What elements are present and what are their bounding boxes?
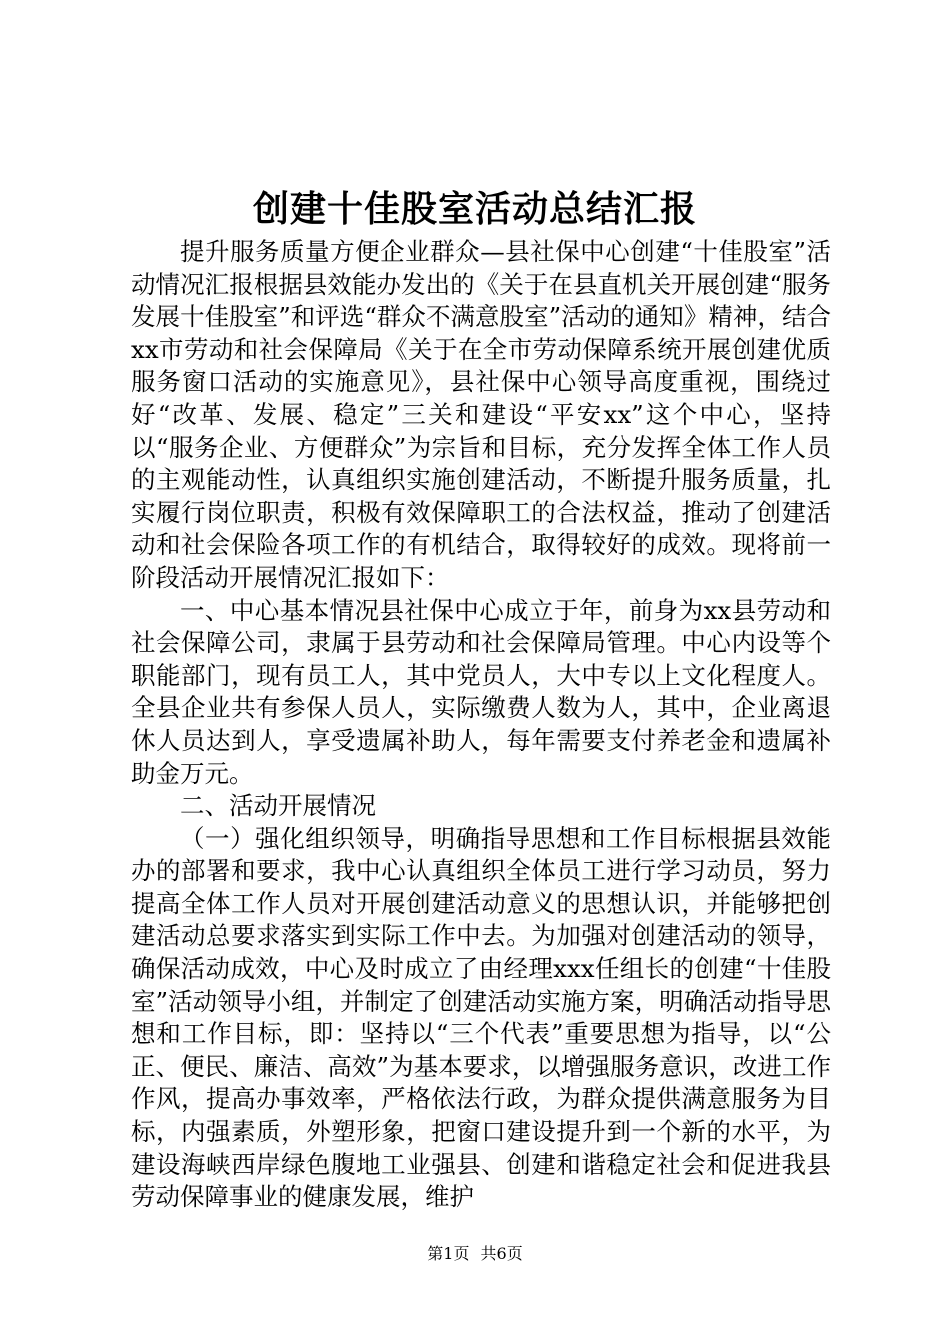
document-body bbox=[131, 236, 831, 1214]
paragraph-section-1: 一、中心基本情况县社保中心成立于年，前身为xx县劳动和社会保障公司，隶属于县劳动和社会保障局管理。中心内设等个职能部门，现有员工人，其中党员人，大中专以上文化程度人。全县企业共有参保人员人，实际缴费人数为人，其中，企业离退休人员达到人，享受遗属补助人，每年需要支付养老金和遗属补助金万元。 bbox=[131, 595, 831, 788]
paragraph-section-2-heading: 二、活动开展情况 bbox=[180, 791, 376, 821]
document-title: 创建十佳股室活动总结汇报 bbox=[252, 188, 697, 230]
page-total: 共6页 bbox=[480, 1244, 523, 1263]
paragraph-subsection-1: （一）强化组织领导，明确指导思想和工作目标根据县效能办的部署和要求，我中心认真组织全体员工进行学习动员，努力提高全体工作人员对开展创建活动意义的思想认识，并能够把创建活动总要求落实到实际工作中去。为加强对创建活动的领导，确保活动成效，中心及时成立了由经理xxx任组长的创建“十佳股室”活动领导小组，并制定了创建活动实施方案，明确活动指导思想和工作目标，即：坚持以“三个代表”重要思想为指导，以“公正、便民、廉洁、高效”为基本要求，以增强服务意识，改进工作作风，提高办事效率，严格依法行政，为群众提供满意服务为目标，内强素质，外塑形象，把窗口建设提升到一个新的水平，为建设海峡西岸绿色腹地工业强县、创建和谐稳定社会和促进我县劳动保障事业的健康发展，维护 bbox=[131, 823, 831, 1212]
paragraph-intro: 提升服务质量方便企业群众—县社保中心创建“十佳股室”活动情况汇报根据县效能办发出的《关于在县直机关开展创建“服务发展十佳股室”和评选“群众不满意股室”活动的通知》精神，结合xx市劳动和社会保障局《关于在全市劳动保障系统开展创建优质服务窗口活动的实施意见》，县社保中心领导高度重视，围绕过好“改革、发展、稳定”三关和建设“平安xx”这个中心，坚持以“服务企业、方便群众”为宗旨和目标，充分发挥全体工作人员的主观能动性，认真组织实施创建活动，不断提升服务质量，扎实履行岗位职责，积极有效保障职工的合法权益，推动了创建活动和社会保险各项工作的有机结合，取得较好的成效。现将前一阶段活动开展情况汇报如下： bbox=[131, 237, 831, 592]
page-number: 第1页 bbox=[427, 1244, 470, 1263]
page-footer bbox=[0, 1243, 950, 1265]
